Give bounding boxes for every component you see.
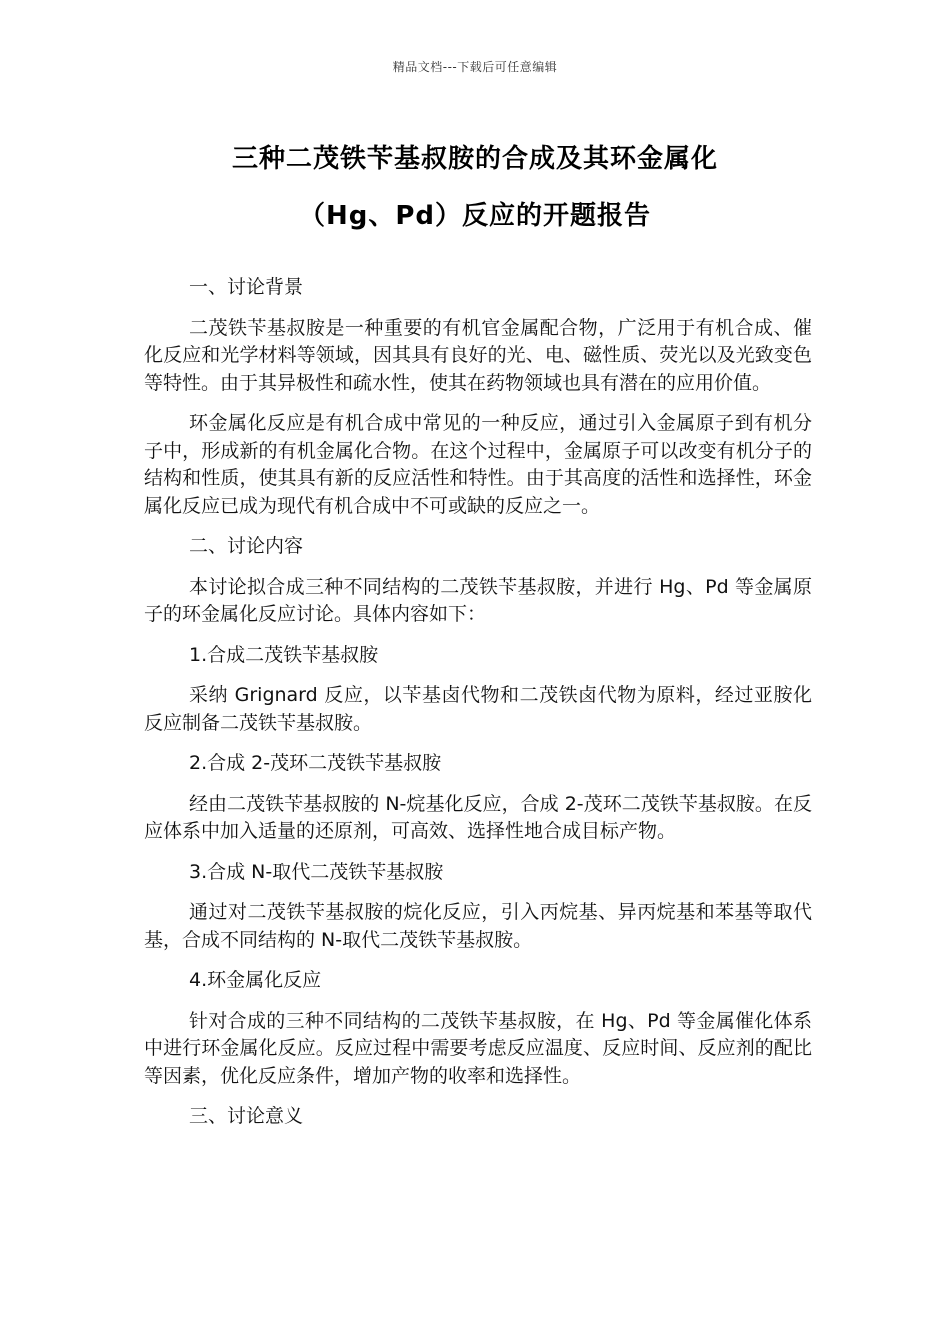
section-heading-significance: 三、讨论意义 xyxy=(189,1105,304,1127)
header-note: 精品文档---下载后可任意编辑 xyxy=(392,60,558,74)
document-body xyxy=(144,274,812,1144)
item-paragraph-3: 通过对二茂铁苄基叔胺的烷化反应，引入丙烷基、异丙烷基和苯基等取代基，合成不同结构的 N-取代二茂铁苄基叔胺。 xyxy=(144,901,812,951)
background-paragraph-1: 二茂铁苄基叔胺是一种重要的有机官金属配合物，广泛用于有机合成、催化反应和光学材料等领域，因其具有良好的光、电、磁性质、荧光以及光致变色等特性。由于其异极性和疏水性，使其在药物领域也具有潜在的应用价值。 xyxy=(144,316,812,394)
item-heading-3: 3.合成 N-取代二茂铁苄基叔胺 xyxy=(189,860,444,883)
document-title-line-1: 三种二茂铁苄基叔胺的合成及其环金属化 xyxy=(231,144,718,174)
background-paragraph-2: 环金属化反应是有机合成中常见的一种反应，通过引入金属原子到有机分子中，形成新的有机金属化合物。在这个过程中，金属原子可以改变有机分子的结构和性质，使其具有新的反应活性和特性。由于其高度的活性和选择性，环金属化反应已成为现代有机合成中不可或缺的反应之一。 xyxy=(144,412,812,517)
section-heading-background: 一、讨论背景 xyxy=(189,276,304,298)
item-heading-4: 4.环金属化反应 xyxy=(189,969,322,991)
section-heading-content: 二、讨论内容 xyxy=(189,535,304,557)
content-intro-paragraph: 本讨论拟合成三种不同结构的二茂铁苄基叔胺，并进行 Hg、Pd 等金属原子的环金属化反应讨论。具体内容如下： xyxy=(144,575,812,625)
document-title-line-2: （Hg、Pd）反应的开题报告 xyxy=(298,201,652,231)
item-paragraph-2: 经由二茂铁苄基叔胺的 N-烷基化反应，合成 2-茂环二茂铁苄基叔胺。在反应体系中加入适量的还原剂，可高效、选择性地合成目标产物。 xyxy=(144,792,812,842)
item-heading-1: 1.合成二茂铁苄基叔胺 xyxy=(189,643,379,666)
item-paragraph-1: 采纳 Grignard 反应，以苄基卤代物和二茂铁卤代物为原料，经过亚胺化反应制备二茂铁苄基叔胺。 xyxy=(144,684,812,734)
item-heading-2: 2.合成 2-茂环二茂铁苄基叔胺 xyxy=(189,752,442,774)
item-paragraph-4: 针对合成的三种不同结构的二茂铁苄基叔胺，在 Hg、Pd 等金属催化体系中进行环金属化反应。反应过程中需要考虑反应温度、反应时间、反应剂的配比等因素，优化反应条件，增加产物的收率和选择性。 xyxy=(144,1009,812,1087)
